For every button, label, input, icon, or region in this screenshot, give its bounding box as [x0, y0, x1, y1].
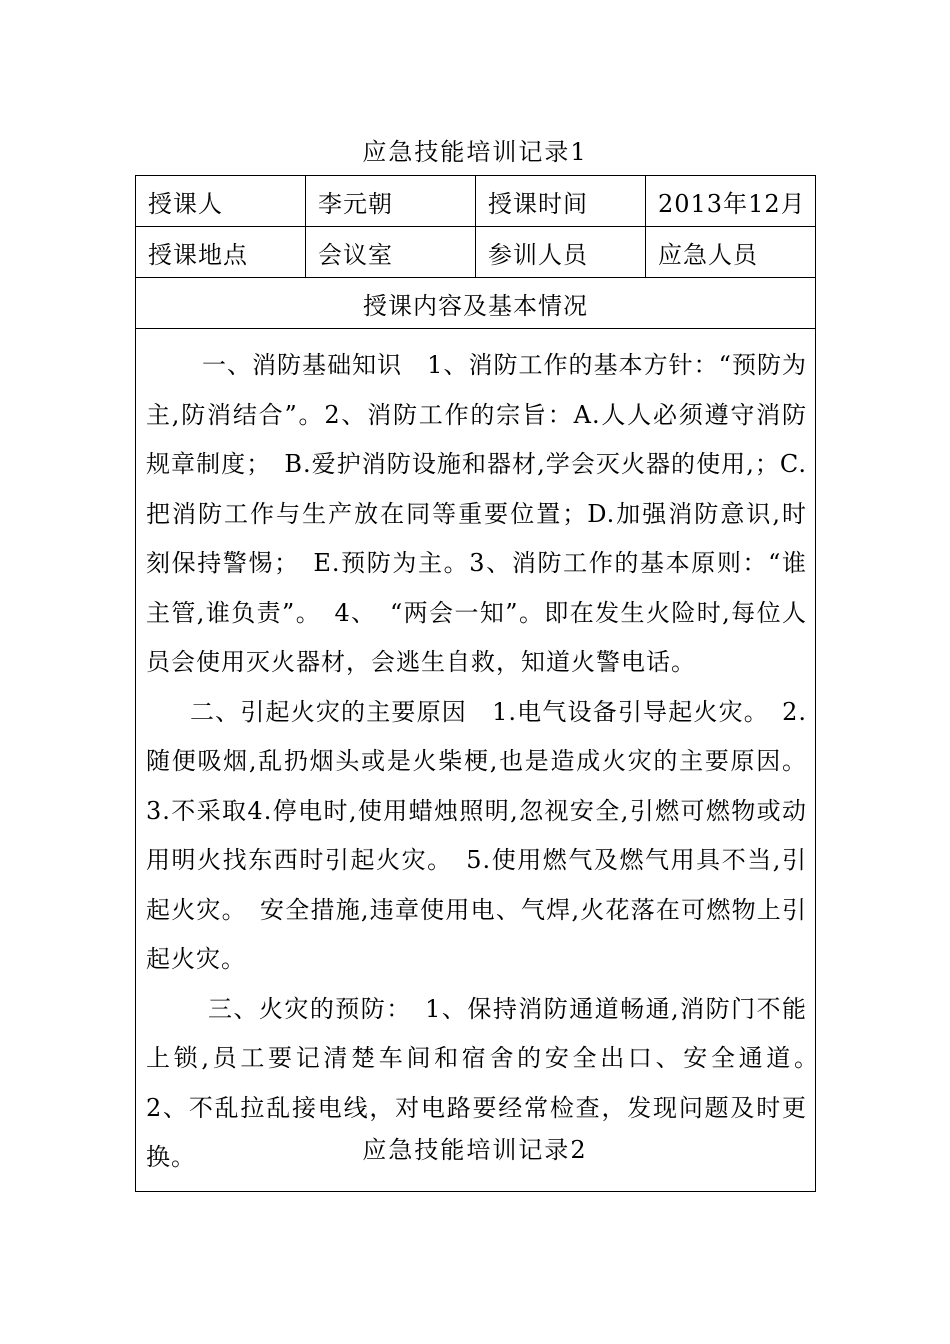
training-record-table	[135, 175, 832, 1192]
table-row-content	[136, 329, 816, 1192]
lecture-time-value: 2013年12月	[646, 176, 816, 227]
record-title-1: 应急技能培训记录1	[362, 138, 588, 166]
table-row-lecturer-time	[136, 176, 816, 227]
content-section-header: 授课内容及基本情况	[136, 278, 816, 329]
lecture-time-label: 授课时间	[476, 176, 646, 227]
attendees-value: 应急人员	[646, 227, 816, 278]
lecturer-value: 李元朝	[306, 176, 476, 227]
attendees-label: 参训人员	[476, 227, 646, 278]
content-paragraph-fire-causes: 二、引起火灾的主要原因 1.电气设备引导起火灾。 2.随便吸烟,乱扔烟头或是火柴梗,也是造成火灾的主要原因。3.不采取4.停电时,使用蜡烛照明,忽视安全,引燃可燃物或动用明火找东西时引起火灾。 5.使用燃气及燃气用具不当,引起火灾。 安全措施,违章使用电、气焊,火花落在可燃物上引起火灾。	[146, 697, 807, 973]
location-label: 授课地点	[136, 227, 306, 278]
content-paragraph-fire-prevention: 三、火灾的预防： 1、保持消防通道畅通,消防门不能上锁,员工要记清楚车间和宿舍的安全出口、安全通道。 2、不乱拉乱接电线，对电路要经常检查，发现问题及时更换。	[146, 994, 832, 1171]
location-value: 会议室	[306, 227, 476, 278]
content-body	[136, 329, 832, 1192]
lecturer-label: 授课人	[136, 176, 306, 227]
record-title-2: 应急技能培训记录2	[362, 1136, 588, 1164]
table-row-section-header	[136, 278, 816, 329]
table-row-location-attendees	[136, 227, 816, 278]
content-paragraph-fire-basics: 一、消防基础知识 1、消防工作的基本方针：“预防为主,防消结合”。2、消防工作的宗旨：A.人人必须遵守消防规章制度； B.爱护消防设施和器材,学会灭火器的使用,；C.把消防工作与生产放在同等重要位置；D.加强消防意识,时刻保持警惕； E.预防为主。3、消防工作的基本原则：“谁主管,谁负责”。 4、 “两会一知”。即在发生火险时,每位人员会使用灭火器材，会逃生自救，知道火警电话。	[146, 351, 807, 676]
